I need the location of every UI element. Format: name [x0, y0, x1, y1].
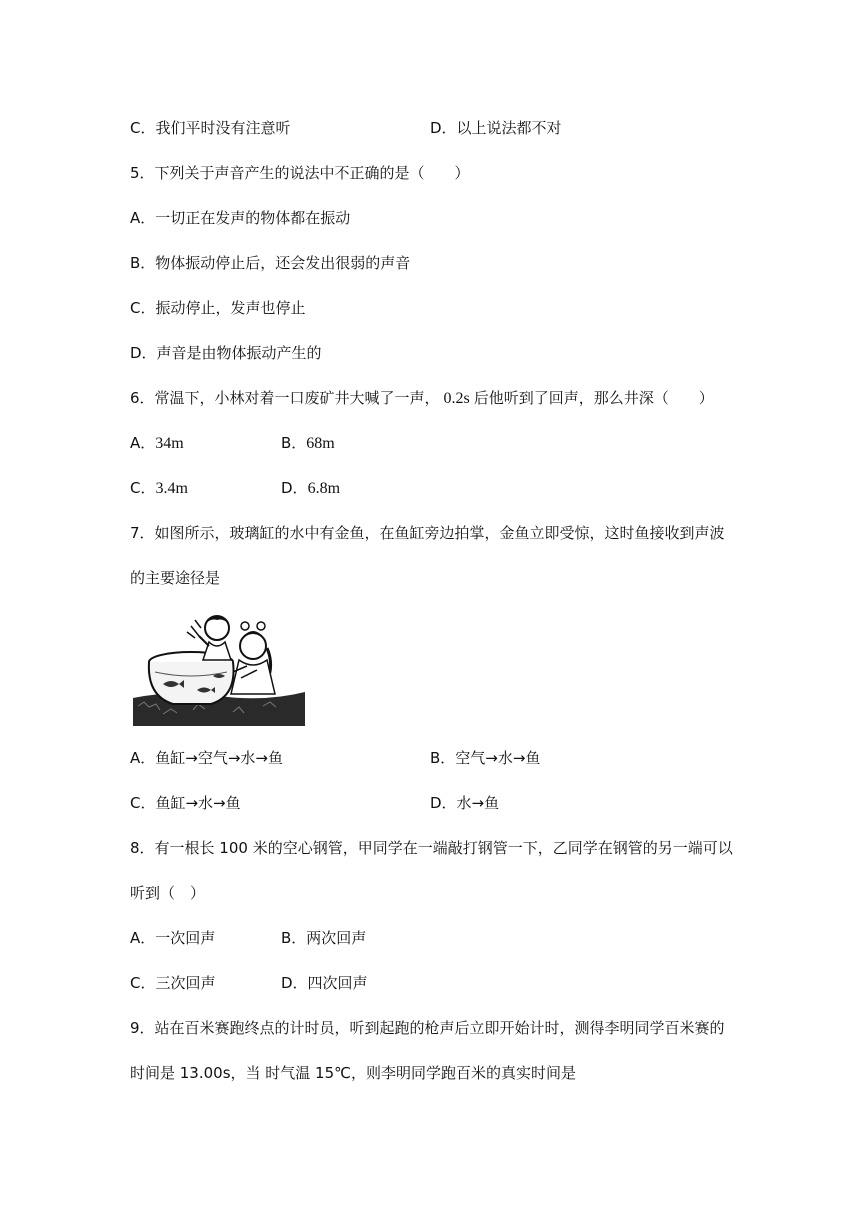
q5-stem: 5．下列关于声音产生的说法中不正确的是（ ）: [130, 164, 470, 182]
q6-option-a-value: 34m: [155, 435, 184, 452]
q9-stem-line2: 时间是 13.00s，当 时气温 15℃，则李明同学跑百米的真实时间是: [130, 1064, 576, 1082]
q6-option-d-label: D．: [281, 479, 308, 497]
q5-option-a: A．一切正在发声的物体都在振动: [130, 209, 351, 227]
q8-option-d: D．四次回声: [281, 974, 368, 992]
q7-option-d: D．水→鱼: [430, 794, 500, 812]
fishbowl-illustration: [133, 606, 305, 726]
q6-option-a: [130, 432, 184, 455]
q5-option-b: B．物体振动停止后，还会发出很弱的声音: [130, 254, 411, 272]
q6-option-d: [281, 477, 340, 500]
q7-option-c: C．鱼缸→水→鱼: [130, 794, 241, 812]
q8-option-c: C．三次回声: [130, 974, 216, 992]
q6-option-b-label: B．: [281, 434, 307, 452]
q7-stem-line2: 的主要途径是: [130, 569, 221, 587]
q6-stem: [130, 387, 714, 410]
q4-option-d: D．以上说法都不对: [430, 119, 562, 137]
q5-option-c: C．振动停止，发声也停止: [130, 299, 306, 317]
q7-option-a: A．鱼缸→空气→水→鱼: [130, 749, 283, 767]
q6-stem-post: 后他听到了回声，那么井深（ ）: [473, 389, 714, 407]
q7-option-b: B．空气→水→鱼: [430, 749, 541, 767]
q9-stem-line1: 9．站在百米赛跑终点的计时员，听到起跑的枪声后立即开始计时，测得李明同学百米赛的: [130, 1019, 725, 1037]
q6-time: 0.2s: [443, 390, 470, 407]
q6-option-b-value: 68m: [306, 435, 335, 452]
q8-stem-line1: 8．有一根长 100 米的空心钢管，甲同学在一端敲打钢管一下，乙同学在钢管的另一端可以: [130, 839, 733, 857]
q6-option-d-value: 6.8m: [307, 480, 341, 497]
q8-option-a: A．一次回声: [130, 929, 216, 947]
q4-option-c: C．我们平时没有注意听: [130, 119, 291, 137]
q5-option-d: D．声音是由物体振动产生的: [130, 344, 322, 362]
q6-option-a-label: A．: [130, 434, 156, 452]
q6-option-c: [130, 477, 188, 500]
q7-stem-line1: 7．如图所示，玻璃缸的水中有金鱼，在鱼缸旁边拍掌，金鱼立即受惊，这时鱼接收到声波: [130, 524, 725, 542]
q6-stem-pre: 6．常温下，小林对着一口废矿井大喊了一声，: [130, 389, 440, 407]
q6-option-b: [281, 432, 335, 455]
q6-option-c-label: C．: [130, 479, 156, 497]
q8-option-b: B．两次回声: [281, 929, 367, 947]
q6-option-c-value: 3.4m: [155, 480, 188, 497]
q8-stem-line2: 听到（ ）: [130, 884, 206, 902]
